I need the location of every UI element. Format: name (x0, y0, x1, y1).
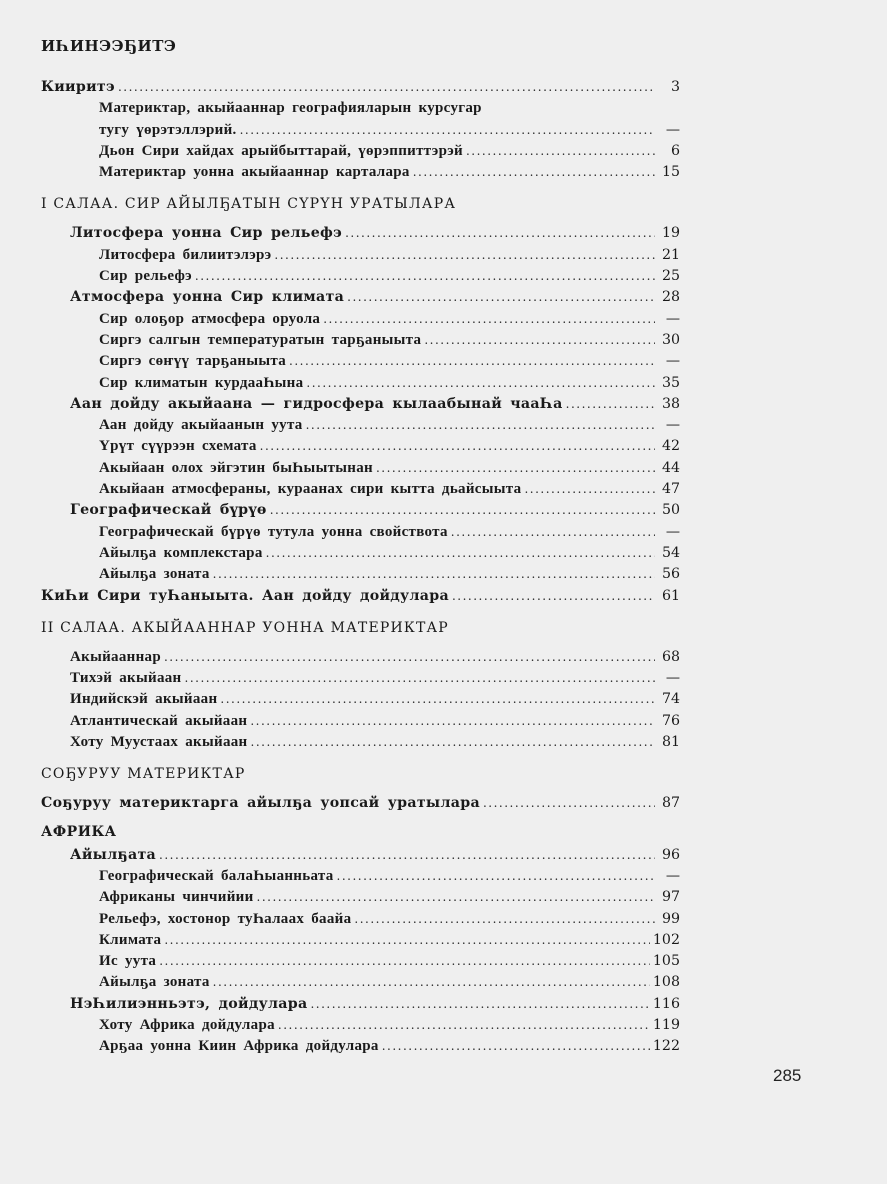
africa-entries (41, 845, 680, 1058)
toc-entry-label: Географическай бүрүө (70, 502, 267, 519)
toc-entry[interactable] (41, 689, 680, 710)
section-heading-africa: АФРИКА (41, 823, 117, 840)
toc-entry-label: Дьон Сири хайдах арыйбыттарай, үөрэппиттэрэй (99, 142, 463, 159)
page-number: 285 (773, 1066, 802, 1085)
toc-entry[interactable] (41, 500, 680, 521)
dot-leader (310, 994, 649, 1015)
toc-entry-label: Атмосфера уонна Сир климата (70, 289, 345, 306)
toc-entry-label: КиҺи Сири туҺаныыта. Аан дойду дойдулара (41, 587, 449, 604)
toc-entry[interactable] (41, 909, 680, 930)
toc-entry-page: 47 (661, 481, 680, 498)
toc-entry[interactable] (41, 972, 680, 993)
dot-leader (240, 120, 655, 141)
toc-entry-label: Климата (99, 931, 162, 948)
toc-entry-label: Айылҕата (70, 846, 157, 863)
dot-leader (195, 266, 655, 287)
toc-entry[interactable] (41, 458, 680, 479)
toc-entry-page: 19 (661, 225, 680, 242)
dot-leader (483, 793, 655, 814)
toc-entry-page: 81 (661, 734, 680, 751)
toc-entry-page: — (665, 867, 680, 884)
toc-entry[interactable] (41, 1015, 680, 1036)
toc-entry-intro[interactable] (41, 77, 680, 98)
toc-entry[interactable] (41, 1036, 680, 1057)
toc-entry-page: — (665, 523, 680, 540)
dot-leader (266, 543, 655, 564)
toc-entry-label: Индийскэй акыйаан (70, 691, 218, 708)
toc-entry-page: 54 (661, 544, 680, 561)
toc-entry[interactable] (41, 887, 680, 908)
dot-leader (323, 309, 655, 330)
toc-entry-page: 96 (661, 846, 680, 863)
toc-entry-label: Айылҕа зоната (99, 974, 210, 991)
toc-entry-page: 68 (661, 648, 680, 665)
toc-entry-label: Сир рельефэ (99, 268, 192, 285)
toc-entry-label: Аан дойду акыйаана — гидросфера кылаабынай чааҺа (70, 395, 563, 412)
dot-leader (257, 887, 655, 908)
toc-entry-label: Литосфера билиитэлэрэ (99, 246, 272, 263)
dot-leader (413, 162, 655, 183)
toc-entry-label-line1: Материктар, акыйааннар географияларын курсугар (99, 100, 482, 117)
dot-leader (270, 500, 655, 521)
toc-entry-page: 97 (661, 889, 680, 906)
dot-leader (451, 522, 655, 543)
toc-entry[interactable] (41, 564, 680, 585)
dot-leader (220, 689, 655, 710)
toc-entry-page: 108 (652, 974, 680, 991)
toc-entry-label: Акыйаан атмосфераны, кураанах сири кытта дьайсыыта (99, 481, 522, 498)
toc-entry-page: 6 (670, 142, 680, 159)
toc-entry[interactable] (41, 647, 680, 668)
toc-entry-label: Айылҕа комплекстара (99, 544, 263, 561)
dot-leader (118, 77, 655, 98)
toc-entry[interactable] (41, 711, 680, 732)
section-heading-part2: II САЛАА. АКЫЙААННАР УОННА МАТЕРИКТАР (41, 619, 449, 636)
toc-entry-page: 42 (661, 438, 680, 455)
toc-entry-label: Ис уута (99, 953, 157, 970)
dot-leader (466, 141, 655, 162)
dot-leader (159, 951, 650, 972)
table-of-contents (41, 77, 680, 1058)
toc-entry-label: Арҕаа уонна Киин Африка дойдулара (99, 1038, 379, 1055)
toc-entry[interactable] (41, 543, 680, 564)
toc-entry-page: 35 (661, 374, 680, 391)
dot-leader (382, 1036, 650, 1057)
toc-entry-page: 44 (661, 459, 680, 476)
toc-entry-page: 28 (661, 289, 680, 306)
toc-entry-page: 25 (661, 268, 680, 285)
section-heading-part1: I САЛАА. СИР АЙЫЛҔАТЫН СҮРҮН УРАТЫЛАРА (41, 196, 457, 213)
dot-leader (347, 287, 655, 308)
toc-entry-label: Географическай бүрүө тутула уонна свойствота (99, 523, 448, 540)
toc-entry-page: 76 (661, 712, 680, 729)
dot-leader (289, 351, 655, 372)
toc-entry-label: Рельефэ, хостонор туҺалаах баайа (99, 910, 352, 927)
part1-entries (41, 223, 680, 606)
dot-leader (424, 330, 655, 351)
toc-entry-page: 21 (661, 246, 680, 263)
dot-leader (354, 909, 655, 930)
toc-entry[interactable] (41, 951, 680, 972)
toc-entry-page: 50 (661, 502, 680, 519)
toc-entry-page: 56 (661, 566, 680, 583)
toc-entry[interactable] (41, 394, 680, 415)
dot-leader (250, 711, 655, 732)
dot-leader (213, 972, 650, 993)
toc-entry-label: Кииритэ (41, 79, 115, 95)
toc-entry-label: Айылҕа зоната (99, 566, 210, 583)
dot-leader (306, 373, 655, 394)
dot-leader (345, 223, 655, 244)
toc-entry[interactable] (41, 309, 680, 330)
toc-entry[interactable] (41, 162, 680, 183)
toc-entry-label: Материктар уонна акыйааннар карталара (99, 164, 410, 181)
dot-leader (159, 845, 655, 866)
toc-entry[interactable] (41, 994, 680, 1015)
toc-entry[interactable] (41, 586, 680, 607)
toc-entry[interactable] (41, 930, 680, 951)
toc-entry-label: Аан дойду акыйаанын уута (99, 417, 303, 434)
toc-entry-page: 87 (661, 795, 680, 812)
toc-entry-label: Сир олоҕор атмосфера оруола (99, 310, 321, 327)
toc-entry-label: Тихэй акыйаан (70, 670, 182, 687)
dot-leader (251, 732, 656, 753)
dot-leader (278, 1015, 650, 1036)
toc-entry[interactable] (41, 330, 680, 351)
part2-entries (41, 647, 680, 753)
toc-entry[interactable] (41, 120, 680, 141)
toc-entry-label: Атлантическай акыйаан (70, 712, 248, 729)
dot-leader (260, 436, 655, 457)
toc-entry[interactable] (41, 351, 680, 372)
toc-entry[interactable] (41, 373, 680, 394)
toc-entry-label: Хоту Муустаах акыйаан (70, 734, 248, 751)
dot-leader (213, 564, 655, 585)
toc-entry-label: Хоту Африка дойдулара (99, 1016, 275, 1033)
toc-entry-label: Сиргэ салгын температуратын тарҕаныыта (99, 331, 422, 348)
dot-leader (185, 668, 656, 689)
page-title: ИҺИНЭЭҔИТЭ (41, 37, 177, 55)
dot-leader (306, 415, 655, 436)
toc-entry-label: Сиргэ сөҥүү тарҕаныыта (99, 353, 287, 370)
toc-entry-page: 99 (661, 910, 680, 927)
toc-entry-page: 74 (661, 691, 680, 708)
toc-entry-label: Географическай балаҺыанньата (99, 867, 334, 884)
dot-leader (524, 479, 655, 500)
toc-entry[interactable] (41, 266, 680, 287)
toc-entry[interactable] (41, 223, 680, 244)
toc-entry[interactable] (41, 732, 680, 753)
toc-entry-page: 61 (661, 587, 680, 604)
toc-entry-label: Акыйаан олох эйгэтин быҺыытынан (99, 459, 373, 476)
toc-entry-page: 119 (652, 1016, 680, 1033)
toc-entry-page: 116 (652, 995, 680, 1012)
toc-entry-label: Сир климатын курдааҺына (99, 374, 304, 391)
toc-entry[interactable] (41, 866, 680, 887)
toc-entry-page: — (665, 353, 680, 370)
toc-entry-page: 3 (670, 79, 680, 95)
toc-entry[interactable] (41, 245, 680, 266)
toc-entry[interactable] (41, 436, 680, 457)
toc-entry-page: — (665, 121, 680, 138)
toc-entry-page: — (665, 417, 680, 434)
toc-entry-page: 38 (661, 395, 680, 412)
toc-entry[interactable] (41, 415, 680, 436)
toc-entry-label: Соҕуруу материктарга айылҕа уопсай уратылара (41, 795, 480, 812)
toc-entry-page: — (665, 670, 680, 687)
toc-entry-southern[interactable] (41, 793, 680, 814)
toc-entry-page: 15 (661, 164, 680, 181)
toc-entry[interactable] (41, 845, 680, 866)
toc-entry-page: — (665, 310, 680, 327)
dot-leader (274, 245, 655, 266)
toc-entry[interactable] (41, 479, 680, 500)
toc-entry[interactable] (41, 668, 680, 689)
section-heading-southern: СОҔУРУУ МАТЕРИКТАР (41, 766, 246, 783)
toc-entry[interactable] (41, 287, 680, 308)
toc-entry[interactable] (41, 522, 680, 543)
toc-entry-label: Африканы чинчийии (99, 889, 254, 906)
toc-entry-label: тугу үөрэтэллэрий. (99, 121, 237, 138)
toc-entry-label: Акыйааннар (70, 648, 161, 665)
toc-entry-label: Үрүт сүүрээн схемата (99, 438, 257, 455)
dot-leader (337, 866, 655, 887)
dot-leader (566, 394, 655, 415)
toc-entry-page: 105 (652, 953, 680, 970)
toc-entry-page: 30 (661, 331, 680, 348)
dot-leader (164, 930, 650, 951)
toc-entry-page: 122 (652, 1038, 680, 1055)
dot-leader (452, 586, 655, 607)
toc-entry[interactable] (41, 141, 680, 162)
toc-entry-label: Литосфера уонна Сир рельефэ (70, 225, 343, 242)
dot-leader (164, 647, 655, 668)
toc-entry-label: НэҺилиэнньэтэ, дойдулара (70, 995, 308, 1012)
dot-leader (376, 458, 655, 479)
toc-entry-page: 102 (652, 931, 680, 948)
